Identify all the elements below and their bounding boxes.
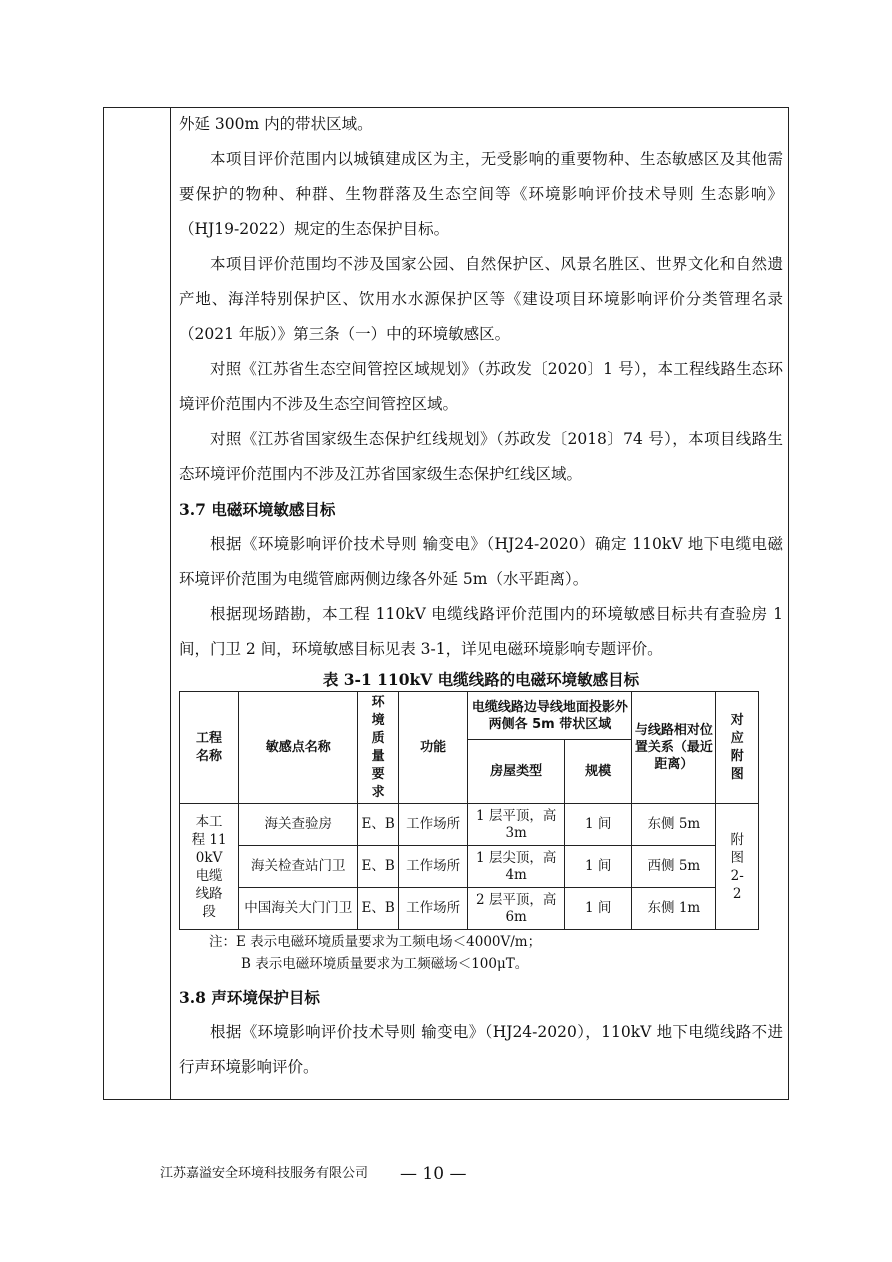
cell-quality: E、B — [358, 804, 398, 846]
cell-scale: 1 间 — [564, 888, 631, 930]
paragraph: 根据《环境影响评价技术导则 输变电》（HJ24-2020），110kV 地下电缆线路不进行声环境影响评价。 — [179, 1023, 783, 1076]
cell-function: 工作场所 — [398, 804, 468, 846]
cell-project: 本工程 110kV 电缆线路段 — [180, 804, 239, 930]
paragraph: 对照《江苏省生态空间管控区域规划》（苏政发〔2020〕1 号），本工程线路生态环境评价范围内不涉及生态空间管控区域。 — [179, 360, 783, 413]
table-caption: 表 3-1 110kV 电缆线路的电磁环境敏感目标 — [322, 670, 640, 689]
paragraph: 对照《江苏省国家级生态保护红线规划》（苏政发〔2018〕74 号），本项目线路生态环境评价范围内不涉及江苏省国家级生态保护红线区域。 — [179, 430, 783, 483]
cell-figure: 附图 2-2 — [716, 804, 759, 930]
cell-function: 工作场所 — [398, 846, 468, 888]
header-house-type: 房屋类型 — [468, 740, 565, 804]
paragraph: 外延 300m 内的带状区域。 — [179, 115, 373, 133]
cell-scale: 1 间 — [564, 804, 631, 846]
header-function: 功能 — [398, 692, 468, 804]
table-note-2: B 表示电磁环境质量要求为工频磁场＜100μT。 — [241, 956, 529, 972]
table-row — [180, 804, 759, 846]
header-group: 电缆线路边导线地面投影外两侧各 5m 带状区域 — [468, 692, 632, 740]
table-note-1: 注：E 表示电磁环境质量要求为工频电场＜4000V/m； — [209, 934, 542, 950]
cell-quality: E、B — [358, 888, 398, 930]
page-number: — 10 — — [400, 1164, 467, 1184]
table-row — [180, 888, 759, 930]
cell-relation: 东侧 1m — [632, 888, 716, 930]
header-project: 工程名称 — [180, 692, 239, 804]
section-heading-3-7: 3.7 电磁环境敏感目标 — [179, 500, 336, 519]
content-area — [179, 107, 783, 1085]
cell-name: 中国海关大门门卫 — [239, 888, 358, 930]
cell-quality: E、B — [358, 846, 398, 888]
header-name: 敏感点名称 — [239, 692, 358, 804]
paragraph: 根据现场踏勘，本工程 110kV 电缆线路评价范围内的环境敏感目标共有查验房 1 间，门卫 2 间，环境敏感目标见表 3-1，详见电磁环境影响专题评价。 — [179, 605, 783, 658]
header-quality: 环境质量要求 — [358, 692, 398, 804]
cell-name: 海关查验房 — [239, 804, 358, 846]
cell-relation: 东侧 5m — [632, 804, 716, 846]
cell-house: 2 层平顶，高 6m — [468, 888, 565, 930]
cell-function: 工作场所 — [398, 888, 468, 930]
header-relation: 与线路相对位置关系（最近距离） — [632, 692, 716, 804]
sensitive-targets-table — [179, 691, 759, 930]
header-figure: 对应附图 — [716, 692, 759, 804]
frame-divider — [170, 107, 171, 1100]
cell-scale: 1 间 — [564, 846, 631, 888]
paragraph: 本项目评价范围均不涉及国家公园、自然保护区、风景名胜区、世界文化和自然遗产地、海洋特别保护区、饮用水水源保护区等《建设项目环境影响评价分类管理名录（2021 年版）》第三条（一）中的环境敏感区。 — [179, 255, 783, 343]
paragraph: 本项目评价范围内以城镇建成区为主，无受影响的重要物种、生态敏感区及其他需要保护的物种、种群、生物群落及生态空间等《环境影响评价技术导则 生态影响》（HJ19-2022）规定的生态保护目标。 — [179, 150, 783, 238]
cell-relation: 西侧 5m — [632, 846, 716, 888]
table-row — [180, 846, 759, 888]
cell-name: 海关检查站门卫 — [239, 846, 358, 888]
footer-company: 江苏嘉溢安全环境科技服务有限公司 — [160, 1166, 369, 1181]
cell-house: 1 层平顶，高 3m — [468, 804, 565, 846]
header-scale: 规模 — [564, 740, 631, 804]
cell-house: 1 层尖顶，高 4m — [468, 846, 565, 888]
paragraph: 根据《环境影响评价技术导则 输变电》（HJ24-2020）确定 110kV 地下电缆电磁环境评价范围为电缆管廊两侧边缘各外延 5m（水平距离）。 — [179, 535, 783, 588]
section-heading-3-8: 3.8 声环境保护目标 — [179, 988, 320, 1007]
